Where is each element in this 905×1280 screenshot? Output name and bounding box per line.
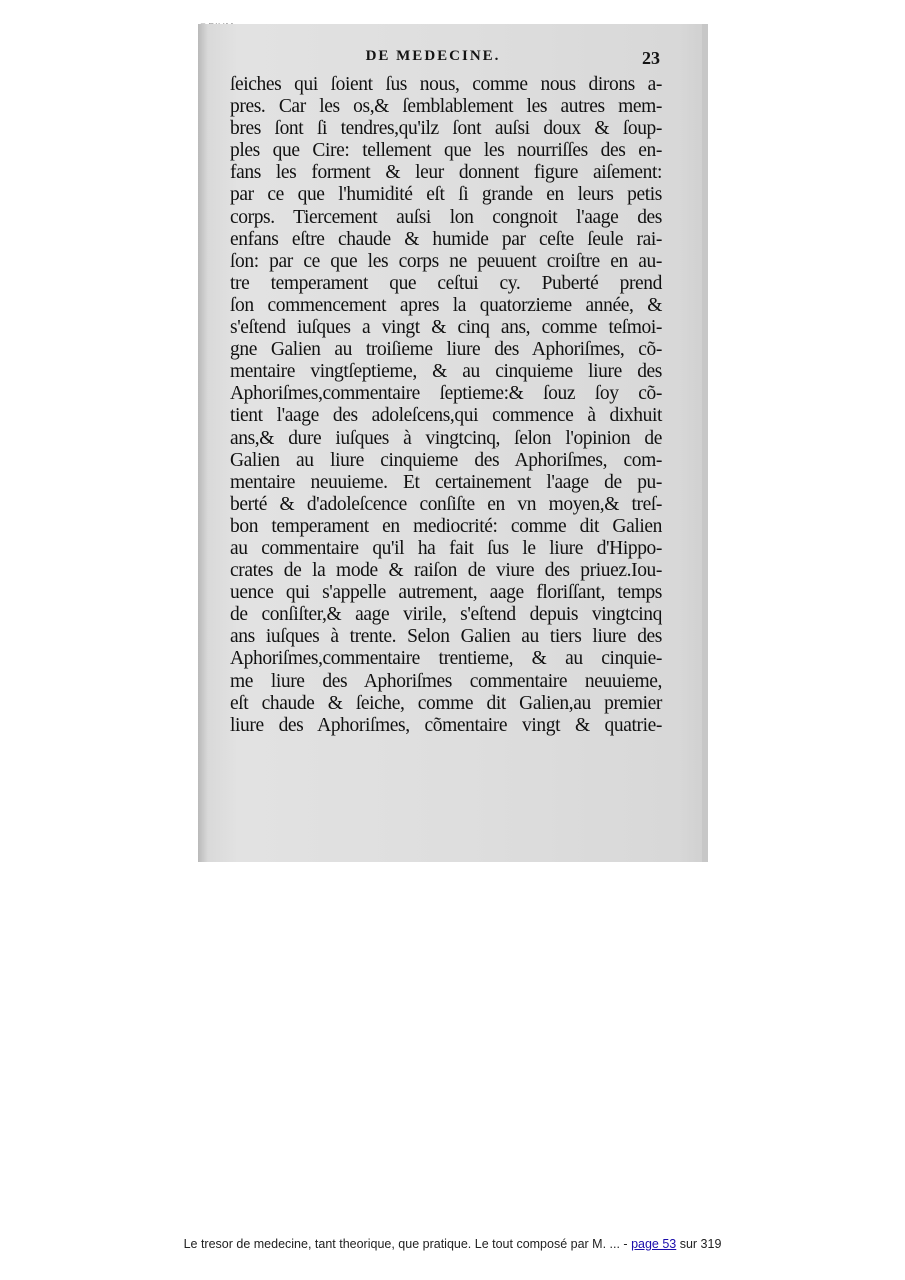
text-line: berté & d'adoleſcence conſiſte en vn moyen,& treſ- [230, 493, 662, 515]
text-line: de conſiſter,& aage virile, s'eſtend depuis vingtcinq [230, 604, 662, 626]
text-line: par ce que l'humidité eſt ſi grande en leurs petis [230, 184, 662, 206]
running-head: DE MEDECINE. [365, 48, 501, 64]
text-line: mentaire vingtſeptieme, & au cinquieme liure des [230, 361, 662, 383]
page-link[interactable]: page 53 [631, 1237, 677, 1251]
text-line: me liure des Aphoriſmes commentaire neuuieme, [230, 670, 662, 692]
text-line: pres. Car les os,& ſemblablement les autres mem- [230, 96, 662, 118]
page-number: 23 [642, 48, 660, 68]
text-line: ſon: par ce que les corps ne peuuent croiſtre en au- [230, 250, 662, 272]
text-line: tre temperament que ceſtui cy. Puberté prend [230, 272, 662, 294]
page-text [230, 74, 662, 737]
footer-caption [0, 1237, 905, 1251]
text-line: ples que Cire: tellement que les nourriſſes des en- [230, 140, 662, 162]
text-line: s'eſtend iuſques a vingt & cinq ans, comme teſmoi- [230, 317, 662, 339]
text-line: Aphoriſmes,commentaire ſeptieme:& ſouz ſoy cõ- [230, 383, 662, 405]
text-line: ans iuſques à trente. Selon Galien au tiers liure des [230, 626, 662, 648]
text-line: eſt chaude & ſeiche, comme dit Galien,au premier [230, 692, 662, 714]
text-line: Galien au liure cinquieme des Aphoriſmes, com- [230, 449, 662, 471]
text-line: ans,& dure iuſques à vingtcinq, ſelon l'opinion de [230, 427, 662, 449]
text-line: corps. Tiercement auſsi lon congnoit l'aage des [230, 206, 662, 228]
text-line: crates de la mode & raiſon de viure des priuez.Iou- [230, 560, 662, 582]
text-line: gne Galien au troiſieme liure des Aphoriſmes, cõ- [230, 339, 662, 361]
book-title: Le tresor de medecine, tant theorique, que pratique. Le tout composé par M. ... - [183, 1237, 632, 1251]
text-line: fans les forment & leur donnent figure aiſement: [230, 162, 662, 184]
text-line: bon temperament en mediocrité: comme dit Galien [230, 515, 662, 537]
text-line: bres ſont ſi tendres,qu'ilz ſont auſsi doux & ſoup- [230, 118, 662, 140]
text-line: liure des Aphoriſmes, cõmentaire vingt & quatrie- [230, 714, 662, 736]
text-line: Aphoriſmes,commentaire trentieme, & au cinquie- [230, 648, 662, 670]
text-line: ſeiches qui ſoient ſus nous, comme nous dirons a- [230, 74, 662, 95]
page-total: sur 319 [676, 1237, 722, 1251]
text-line: au commentaire qu'il ha fait ſus le liure d'Hippo- [230, 537, 662, 559]
text-line: mentaire neuuieme. Et certainement l'aage de pu- [230, 471, 662, 493]
text-line: uence qui s'appelle autrement, aage floriſſant, temps [230, 582, 662, 604]
text-line: tient l'aage des adoleſcens,qui commence à dixhuit [230, 405, 662, 427]
text-line: enfans eſtre chaude & humide par ceſte ſeule rai- [230, 228, 662, 250]
scanned-page [198, 24, 708, 862]
text-line: ſon commencement apres la quatorzieme année, & [230, 294, 662, 316]
